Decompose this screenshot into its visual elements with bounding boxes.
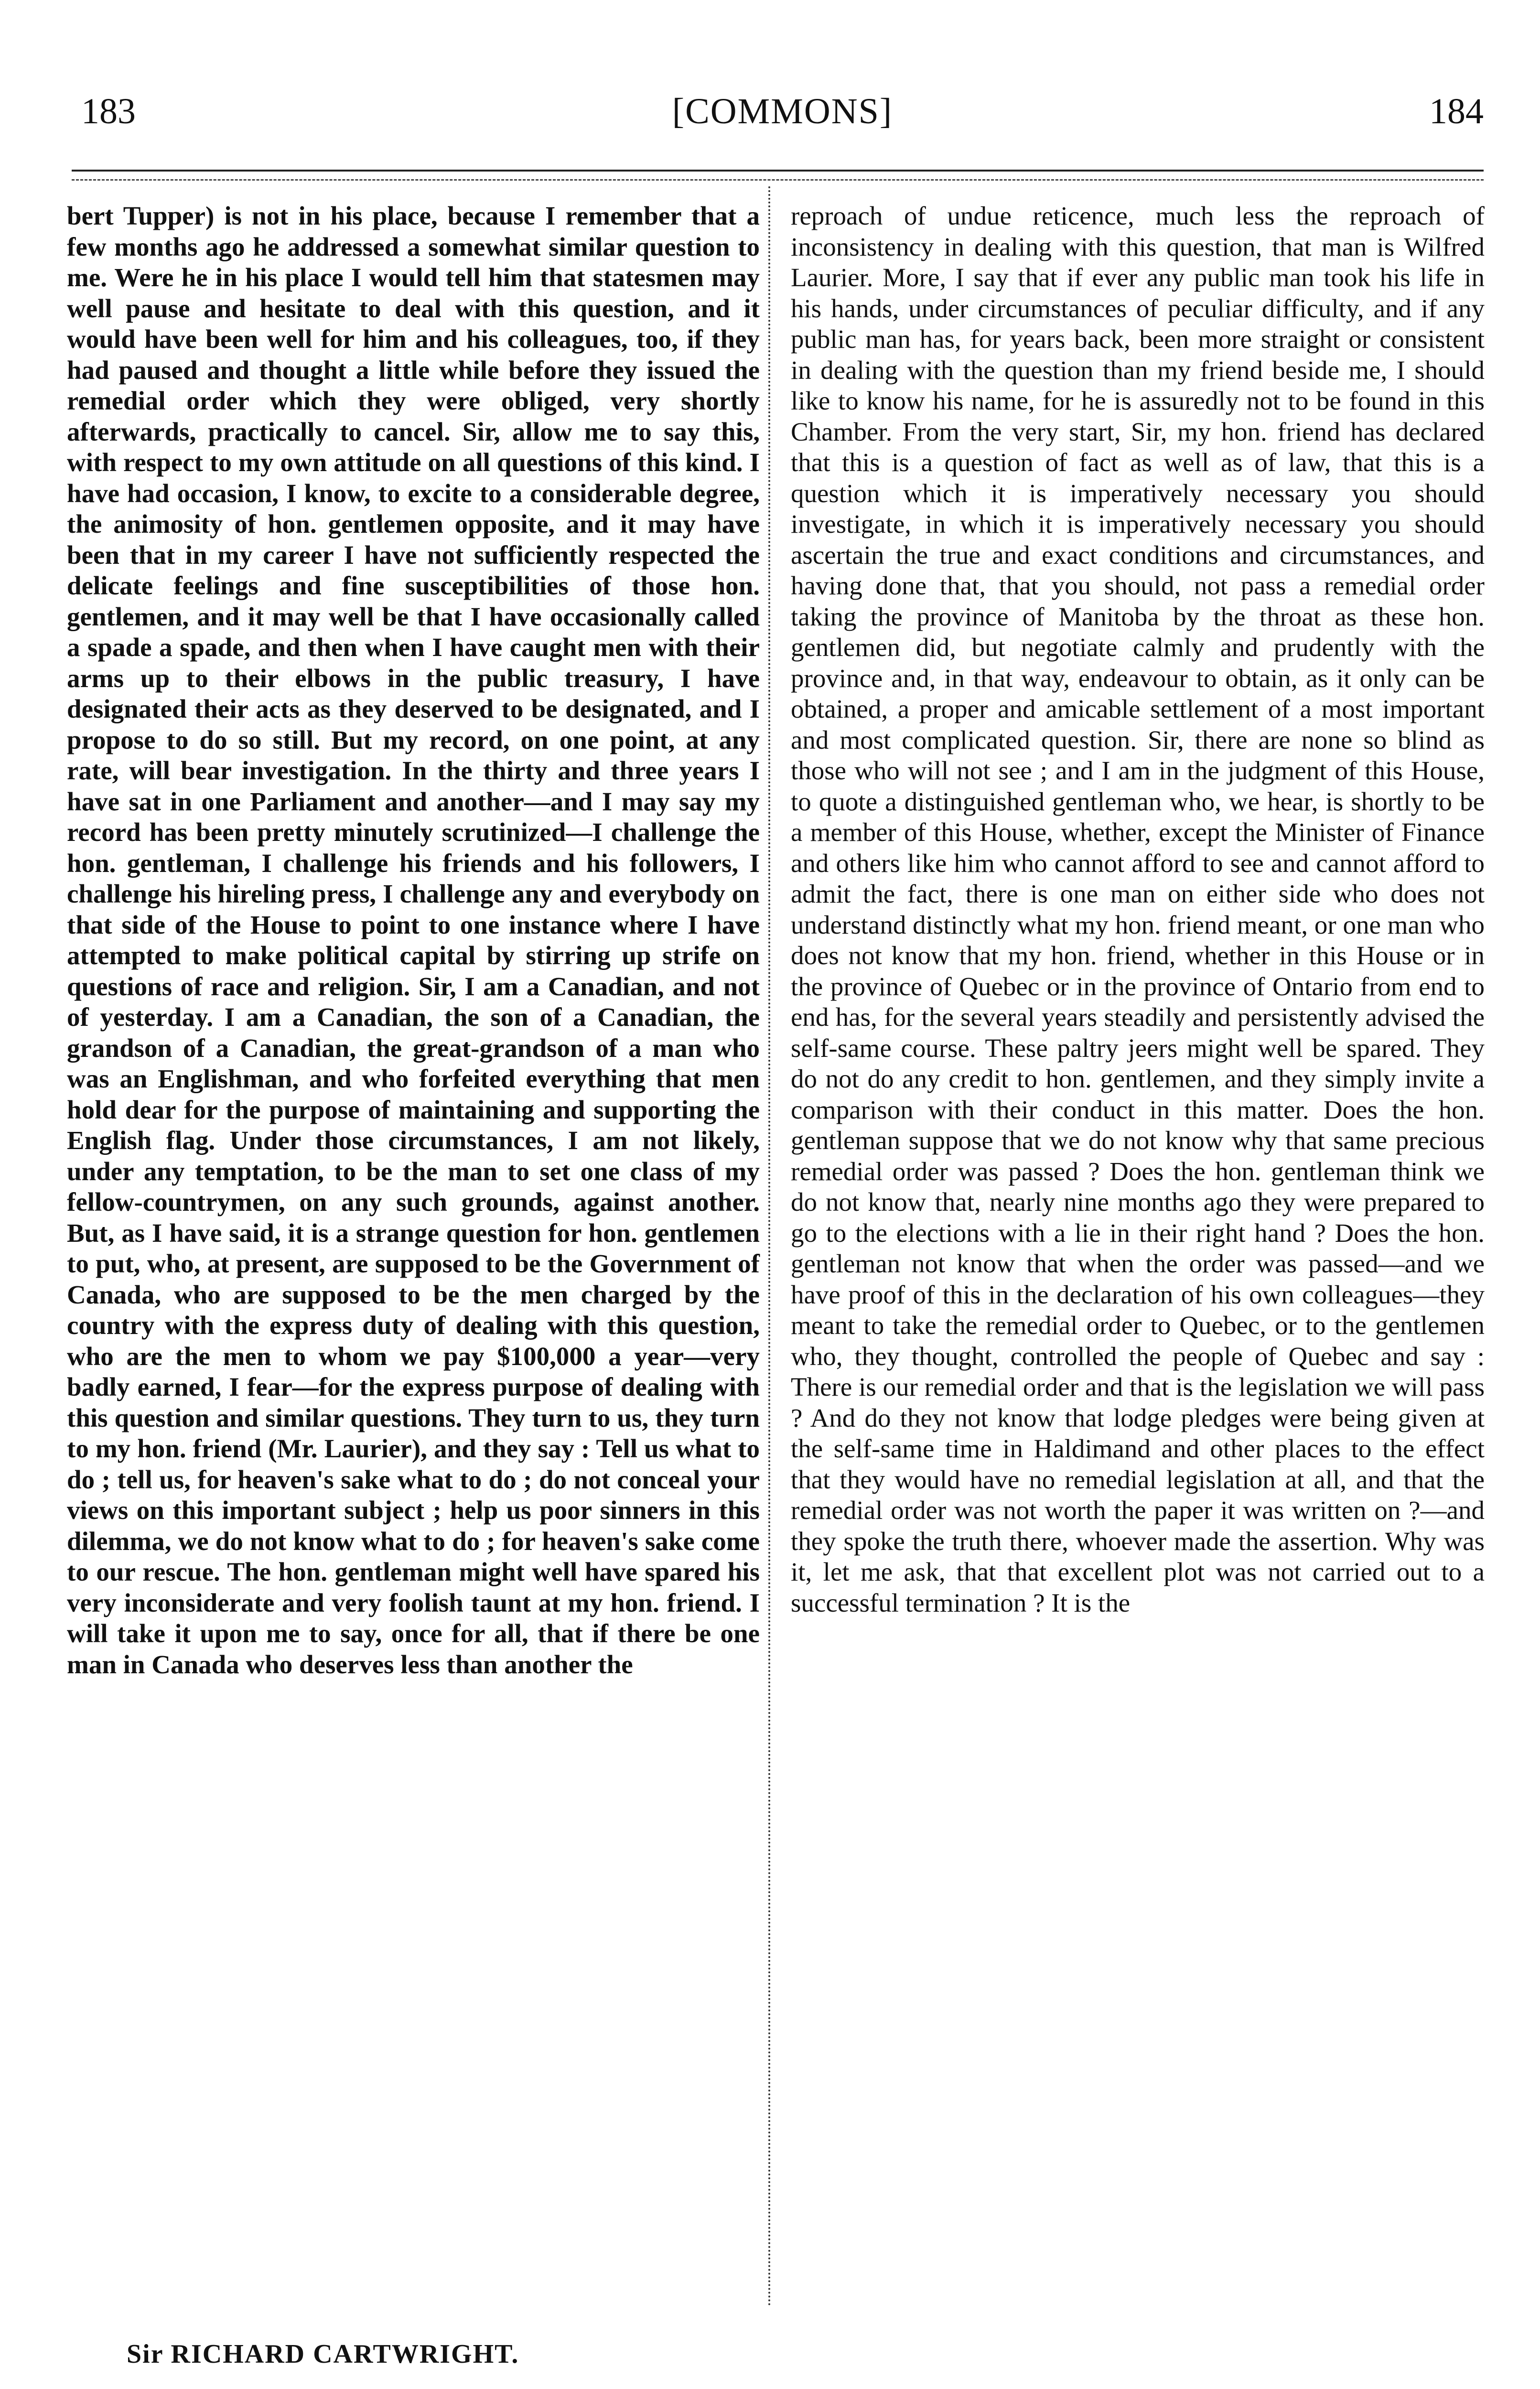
header-rule-secondary <box>72 179 1484 181</box>
right-page-number: 184 <box>1429 91 1484 131</box>
left-column-text: bert Tupper) is not in his place, because I remember that a few months ago he addressed a somewhat similar question to me. Were he in his place I would tell him that statesmen may well pause and hesitate to deal with this question, and it would have been well for him and his colleagues, too, if they had paused and thought a little while before they issued the remedial order which they were obliged, very shortly afterwards, practically to cancel. Sir, allow me to say this, with respect to my own attitude on all questions of this kind. I have had occasion, I know, to excite to a considerable degree, the animosity of hon. gentlemen opposite, and it may have been that in my career I have not sufficiently respected the delicate feelings and fine susceptibilities of those hon. gentlemen, and it may well be that I have occasionally called a spade a spade, and then when I have caught men with their arms up to their elbows in the public treasury, I have designated their acts as they deserved to be designated, and I propose to do so still. But my record, on one point, at any rate, will bear investigation. In the thirty and three years I have sat in one Parliament and another—and I may say my record has been pretty minutely scrutinized—I challenge the hon. gentleman, I challenge his friends and his followers, I challenge his hireling press, I challenge any and everybody on that side of the House to point to one instance where I have attempted to make political capital by stirring up strife on questions of race and religion. Sir, I am a Canadian, and not of yesterday. I am a Canadian, the son of a Canadian, the grandson of a Canadian, the great-grandson of a man who was an Englishman, and who forfeited everything that men hold dear for the purpose of maintaining and supporting the English flag. Under those circumstances, I am not likely, under any temptation, to be the man to set one class of my fellow-countrymen, on any such grounds, against another. But, as I have said, it is a strange question for hon. gentlemen to put, who, at present, are supposed to be the Government of Canada, who are supposed to be the men charged by the country with the express duty of dealing with this question, who are the men to whom we pay $100,000 a year—very badly earned, I fear—for the express purpose of dealing with this question and similar questions. They turn to us, they turn to my hon. friend (Mr. Laurier), and they say : Tell us what to do ; tell us, for heaven's sake what to do ; do not conceal your views on this important subject ; help us poor sinners in this dilemma, we do not know what to do ; for heaven's sake come to our rescue. The hon. gentleman might well have spared his very inconsiderate and very foolish taunt at my hon. friend. I will take it upon me to say, once for all, that if there be one man in Canada who deserves less than another the <box>67 201 760 1679</box>
left-page-number: 183 <box>81 91 136 131</box>
column-divider <box>768 186 770 2308</box>
header-rule <box>72 170 1484 172</box>
running-head: [COMMONS] <box>672 91 893 131</box>
right-column-text: reproach of undue reticence, much less the reproach of inconsistency in dealing with this question, that man is Wilfred Laurier. More, I say that if ever any public man took his life in his hands, under circumstances of peculiar difficulty, and if any public man has, for years back, been more straight or consistent in dealing with the question than my friend beside me, I should like to know his name, for he is assuredly not to be found in this Chamber. From the very start, Sir, my hon. friend has declared that this is a question of fact as well as of law, that this is a question which it is imperatively necessary you should investigate, in which it is imperatively necessary you should ascertain the true and exact conditions and circumstances, and having done that, that you should, not pass a remedial order taking the province of Manitoba by the throat as these hon. gentlemen did, but negotiate calmly and prudently with the province and, in that way, endeavour to obtain, as it only can be obtained, a proper and amicable settlement of a most important and most complicated question. Sir, there are none so blind as those who will not see ; and I am in the judgment of this House, to quote a distinguished gentleman who, we hear, is shortly to be a member of this House, whether, except the Minister of Finance and others like him who cannot afford to see and cannot afford to admit the fact, there is one man on either side who does not understand distinctly what my hon. friend meant, or one man who does not know that my hon. friend, whether in this House or in the province of Quebec or in the province of Ontario from end to end has, for the several years steadily and persistently advised the self-same course. These paltry jeers might well be spared. They do not do any credit to hon. gentlemen, and they simply invite a comparison with their conduct in this matter. Does the hon. gentleman suppose that we do not know why that same precious remedial order was passed ? Does the hon. gentleman think we do not know that, nearly nine months ago they were prepared to go to the elections with a lie in their right hand ? Does the hon. gentleman not know that when the order was passed—and we have proof of this in the declaration of his own colleagues—they meant to take the remedial order to Quebec, or to the gentlemen who, they thought, controlled the people of Quebec and say : There is our remedial order and that is the legislation we will pass ? And do they not know that lodge pledges were being given at the self-same time in Haldimand and other places to the effect that they would have no remedial legislation at all, and that the remedial order was not worth the paper it was written on ?—and they spoke the truth there, whoever made the assertion. Why was it, let me ask, that that excellent plot was not carried out to a successful termination ? It is the <box>791 201 1485 1617</box>
left-column <box>67 201 760 1680</box>
speaker-footer: Sir RICHARD CARTWRIGHT. <box>127 2339 519 2369</box>
right-column <box>791 201 1485 1618</box>
page-header <box>81 91 1484 148</box>
